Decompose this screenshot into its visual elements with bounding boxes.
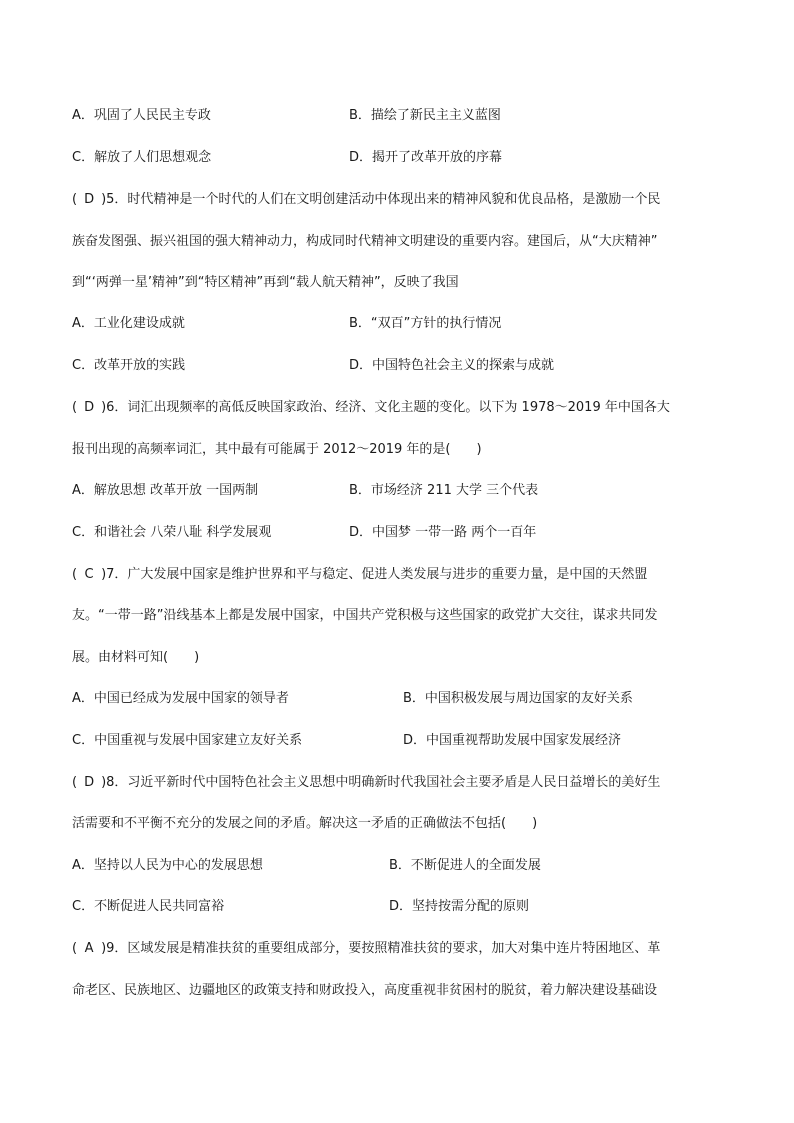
question-text: )5．时代精神是一个时代的人们在文明创建活动中体现出来的精神风貌和优良品格，是激励一个民 [101, 192, 661, 207]
answer-key: A [84, 941, 94, 956]
answer-paren-open: ( [72, 941, 78, 956]
option-b: B．“双百”方针的执行情况 [349, 316, 502, 331]
option-c: C．和谐社会 八荣八耻 科学发展观 [72, 525, 272, 540]
question-9-stem [72, 940, 660, 958]
answer-key: D [84, 400, 95, 415]
question-text-line: 到“‘两弹一星’精神”到“特区精神”再到“载人航天精神”，反映了我国 [72, 275, 459, 290]
question-text-line: 命老区、民族地区、边疆地区的政策支持和财政投入，高度重视非贫困村的脱贫，着力解决建设基础设 [72, 983, 658, 998]
option-c: C．解放了人们思想观念 [72, 150, 212, 165]
option-c: C．中国重视与发展中国家建立友好关系 [72, 733, 303, 748]
question-text: )6．词汇出现频率的高低反映国家政治、经济、文化主题的变化。以下为 1978～2019 年中国各大 [101, 400, 670, 415]
option-d: D．中国特色社会主义的探索与成就 [349, 358, 555, 373]
question-text: )8．习近平新时代中国特色社会主义思想中明确新时代我国社会主要矛盾是人民日益增长的美好生 [101, 775, 661, 790]
question-text-line: 活需要和不平衡不充分的发展之间的矛盾。解决这一矛盾的正确做法不包括( ) [72, 816, 538, 831]
option-a: A．工业化建设成就 [72, 316, 185, 331]
option-b: B．不断促进人的全面发展 [389, 858, 541, 873]
question-5-stem [72, 191, 660, 209]
option-b: B．市场经济 211 大学 三个代表 [349, 483, 539, 498]
option-d: D．坚持按需分配的原则 [389, 899, 530, 914]
question-7-stem [72, 566, 647, 584]
option-d: D．中国重视帮助发展中国家发展经济 [403, 733, 622, 748]
question-6-stem [72, 399, 670, 417]
option-d: D．中国梦 一带一路 两个一百年 [349, 525, 537, 540]
answer-paren-open: ( [72, 400, 78, 415]
question-text-line: 友。“一带一路”沿线基本上都是发展中国家，中国共产党积极与这些国家的政党扩大交往，谋求共同发 [72, 608, 658, 623]
answer-key: D [84, 775, 95, 790]
question-text-line: 展。由材料可知( ) [72, 650, 200, 665]
question-text-line: 报刊出现的高频率词汇，其中最有可能属于 2012～2019 年的是( ) [72, 442, 482, 457]
option-d: D．揭开了改革开放的序幕 [349, 150, 503, 165]
option-b: B．描绘了新民主主义蓝图 [349, 108, 501, 123]
option-b: B．中国积极发展与周边国家的友好关系 [403, 691, 633, 706]
question-text-line: 族奋发图强、振兴祖国的强大精神动力，构成同时代精神文明建设的重要内容。建国后，从“大庆精神” [72, 234, 658, 249]
answer-key: C [84, 567, 94, 582]
option-a: A．坚持以人民为中心的发展思想 [72, 858, 263, 873]
answer-paren-open: ( [72, 567, 78, 582]
option-a: A．巩固了人民民主专政 [72, 108, 211, 123]
answer-key: D [84, 192, 95, 207]
question-text: )9．区域发展是精准扶贫的重要组成部分，要按照精准扶贫的要求，加大对集中连片特困地区、革 [101, 941, 661, 956]
question-8-stem [72, 774, 660, 792]
option-c: C．改革开放的实践 [72, 358, 186, 373]
answer-paren-open: ( [72, 192, 78, 207]
answer-paren-open: ( [72, 775, 78, 790]
question-text: )7．广大发展中国家是维护世界和平与稳定、促进人类发展与进步的重要力量，是中国的天然盟 [101, 567, 648, 582]
option-c: C．不断促进人民共同富裕 [72, 899, 225, 914]
option-a: A．中国已经成为发展中国家的领导者 [72, 691, 289, 706]
option-a: A．解放思想 改革开放 一国两制 [72, 483, 259, 498]
